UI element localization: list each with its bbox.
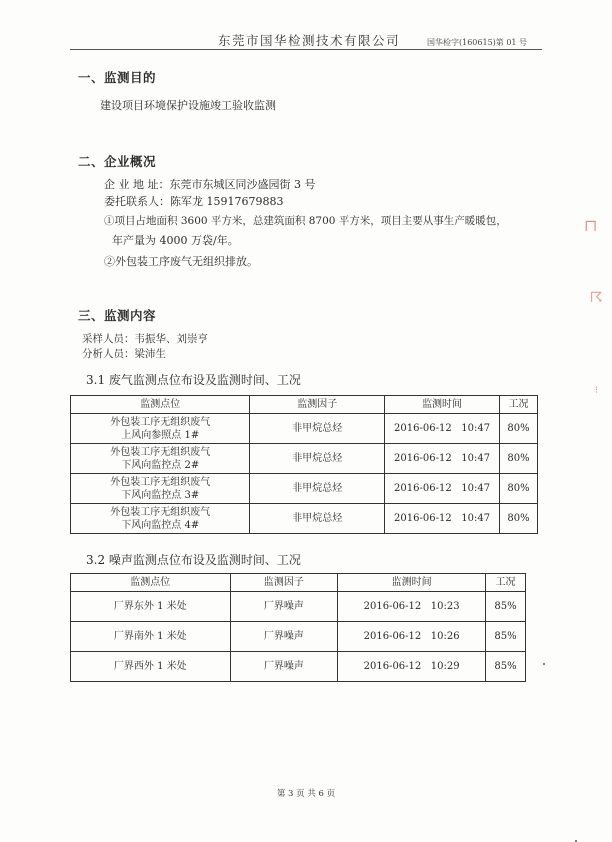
column-header: 监测因子 [250,396,385,414]
table-header-row [71,574,526,592]
point-line1: 外包装工序无组织废气 [110,506,211,518]
analyst-row [82,346,166,361]
column-header: 监测因子 [230,574,338,592]
header-divider [70,49,542,50]
point-line2: 下风向监控点 2# [121,459,200,471]
point-line2: 下风向监控点 3# [121,489,200,501]
condition-cell: 85% [486,622,526,652]
scan-speck [543,663,545,665]
table1-title: 3.1 废气监测点位布设及监测时间、工况 [86,373,301,387]
point-line1: 外包装工序无组织废气 [110,476,211,488]
project-info-item2: ②外包装工序废气无组织排放。 [104,255,258,268]
factor-cell: 非甲烷总烃 [250,414,385,444]
condition-cell: 85% [486,652,526,682]
condition-cell: 80% [500,444,538,474]
sampler-label: 采样人员： [82,333,135,345]
contact-row [104,193,283,209]
condition-cell: 85% [486,592,526,622]
point-cell [71,444,250,474]
company-name: 东莞市国华检测技术有限公司 [218,33,401,48]
table-row [71,504,538,534]
contact-label: 委托联系人： [104,195,170,208]
address-label: 企 业 地 址： [104,178,170,191]
column-header: 工况 [486,574,526,592]
sampler-value: 韦振华、刘崇亨 [134,333,208,345]
condition-cell: 80% [500,414,538,444]
condition-cell: 80% [500,504,538,534]
time-cell: 2016-06-12 10:47 [385,414,500,444]
section2-title: 二、企业概况 [78,154,157,169]
column-header: 工况 [500,396,538,414]
table-row [71,414,538,444]
seal-fragment: ⊓ [584,216,598,235]
factor-cell: 非甲烷总烃 [250,474,385,504]
table2-title: 3.2 噪声监测点位布设及监测时间、工况 [86,553,301,567]
point-line1: 外包装工序无组织废气 [110,416,211,428]
point-line2: 上风向参照点 1# [121,429,200,441]
column-header: 监测点位 [71,574,231,592]
page-number: 第 3 页 共 6 页 [276,789,336,799]
factor-cell: 非甲烷总烃 [250,504,385,534]
table-row [71,592,526,622]
factor-cell: 非甲烷总烃 [250,444,385,474]
time-cell: 2016-06-12 10:29 [338,652,486,682]
address-row [104,176,316,192]
table-row [71,622,526,652]
address-value: 东莞市东城区同沙盛园街 3 号 [169,178,316,191]
project-info-line1: ①项目占地面积 3600 平方米，总建筑面积 8700 平方米，项目主要从事生产暖暖包， [104,215,507,227]
point-cell [71,504,250,534]
time-cell: 2016-06-12 10:47 [385,504,500,534]
point-cell: 厂界南外 1 米处 [71,622,231,652]
exhaust-gas-table [70,395,538,534]
table-row [71,444,538,474]
table-header-row [71,396,538,414]
section3-title: 三、监测内容 [78,308,157,323]
sampler-row [82,331,208,346]
time-cell: 2016-06-12 10:47 [385,474,500,504]
table-row [71,474,538,504]
time-cell: 2016-06-12 10:47 [385,444,500,474]
condition-cell: 80% [500,474,538,504]
factor-cell: 厂界噪声 [230,592,338,622]
column-header: 监测时间 [385,396,500,414]
analyst-value: 梁沛生 [134,348,166,360]
factor-cell: 厂界噪声 [230,622,338,652]
column-header: 监测时间 [338,574,486,592]
factor-cell: 厂界噪声 [230,652,338,682]
report-number: 国华检字(160615)第 01 号 [427,38,528,47]
seal-fragment: ☈ [590,290,603,306]
point-line1: 外包装工序无组织废气 [110,446,211,458]
point-cell: 厂界西外 1 米处 [71,652,231,682]
section1-text: 建设项目环境保护设施竣工验收监测 [100,99,276,112]
point-cell: 厂界东外 1 米处 [71,592,231,622]
point-line2: 下风向监控点 4# [121,519,200,531]
column-header: 监测点位 [71,396,250,414]
point-cell [71,414,250,444]
analyst-label: 分析人员： [82,348,135,360]
time-cell: 2016-06-12 10:23 [338,592,486,622]
project-info-line2: 年产量为 4000 万袋/年。 [112,234,239,247]
noise-table [70,573,526,682]
section1-title: 一、监测目的 [78,70,157,85]
point-cell [71,474,250,504]
contact-value: 陈军龙 15917679883 [170,195,284,208]
table-row [71,652,526,682]
time-cell: 2016-06-12 10:26 [338,622,486,652]
seal-fragment: ⁝ [595,385,599,396]
